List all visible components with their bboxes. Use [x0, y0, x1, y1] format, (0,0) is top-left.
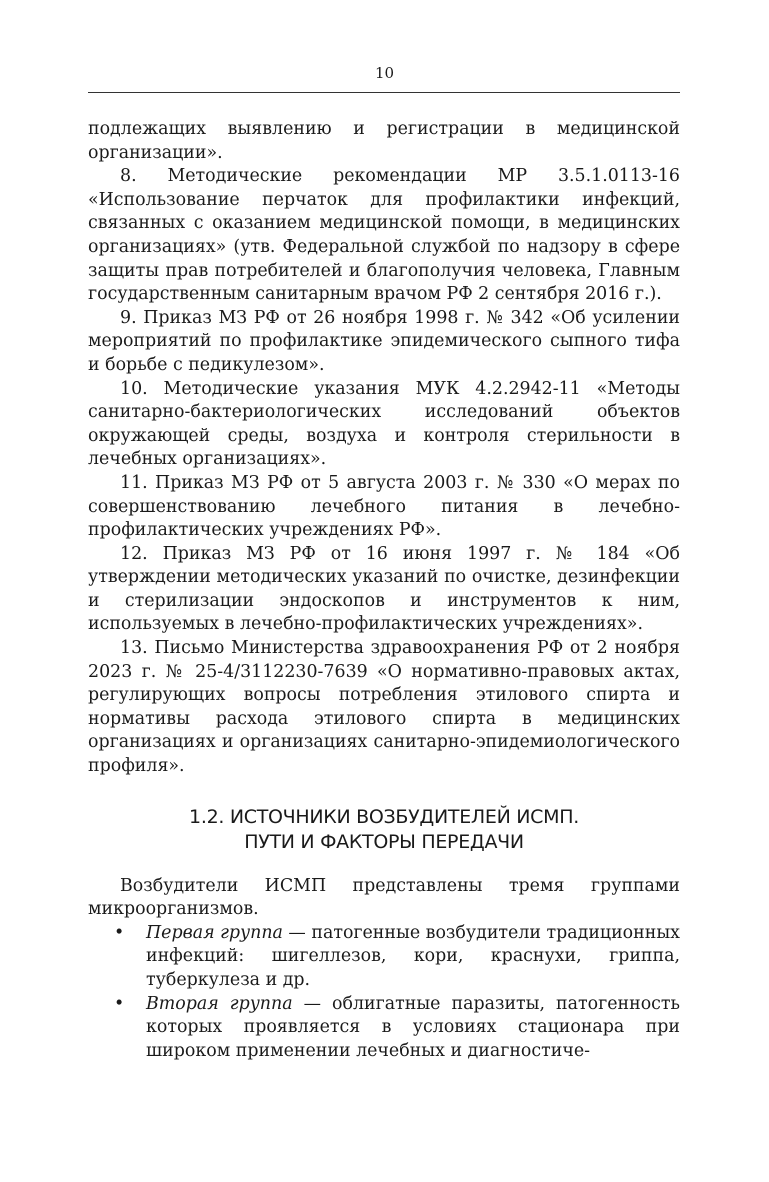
list-item	[88, 922, 680, 993]
reference-item-10: 10. Методические указания МУК 4.2.2942-11 «Методы санитарно-бактериологических исследований объектов окружающей среды, воздуха и контроля стерильности в лечебных организациях».	[88, 378, 680, 470]
header-rule	[88, 92, 680, 93]
list-item-term: Вторая группа	[146, 993, 293, 1014]
reference-item-11: 11. Приказ МЗ РФ от 5 августа 2003 г. № 330 «О мерах по совершенствованию лечебного питания в лечебно-профилактических учреждениях РФ».	[88, 472, 680, 541]
section-intro: Возбудители ИСМП представлены тремя группами микроорганизмов.	[88, 875, 680, 920]
paragraph-continuation: подлежащих выявлению и регистрации в медицинской организации».	[88, 119, 680, 163]
bullet-list	[88, 922, 680, 1064]
list-item-text: — облигатные паразиты, патогенность которых проявляется в условиях стационара при широком применении лечебных и диагностиче-	[146, 993, 680, 1061]
bullet-icon: •	[114, 922, 125, 943]
page-number: 10	[374, 64, 395, 82]
page-body	[88, 118, 680, 1063]
section-heading-line-1: 1.2. ИСТОЧНИКИ ВОЗБУДИТЕЛЕЙ ИСМП.	[189, 805, 579, 828]
reference-item-9: 9. Приказ МЗ РФ от 26 ноября 1998 г. № 342 «Об усилении мероприятий по профилактике эпидемического сыпного тифа и борьбе с педикулезом».	[88, 307, 680, 375]
list-item-term: Первая группа	[146, 922, 283, 943]
list-item-text: — патогенные возбудители традиционных инфекций: шигеллезов, кори, краснухи, гриппа, туберкулеза и др.	[146, 922, 680, 990]
reference-item-8: 8. Методические рекомендации МР 3.5.1.0113-16 «Использование перчаток для профилактики инфекций, связанных с оказанием медицинской помощи, в медицинских организациях» (утв. Федеральной службой по надзору в сфере защиты прав потребителей и благополучия человека, Главным государственным санитарным врачом РФ 2 сентября 2016 г.).	[88, 166, 680, 305]
section-heading	[88, 805, 680, 855]
reference-item-12: 12. Приказ МЗ РФ от 16 июня 1997 г. № 184 «Об утверждении методических указаний по очистке, дезинфекции и стерилизации эндоскопов и инструментов к ним, используемых в лечебно-профилактических учреждениях».	[88, 543, 680, 635]
list-item	[88, 993, 680, 1064]
bullet-icon: •	[114, 993, 125, 1014]
section-heading-line-2: ПУТИ И ФАКТОРЫ ПЕРЕДАЧИ	[244, 830, 524, 853]
reference-item-13: 13. Письмо Министерства здравоохранения РФ от 2 ноября 2023 г. № 25-4/3112230-7639 «О нормативно-правовых актах, регулирующих вопросы потребления этилового спирта и нормативы расхода этилового спирта в медицинских организациях и организациях санитарно-эпидемиологического профиля».	[88, 638, 680, 777]
